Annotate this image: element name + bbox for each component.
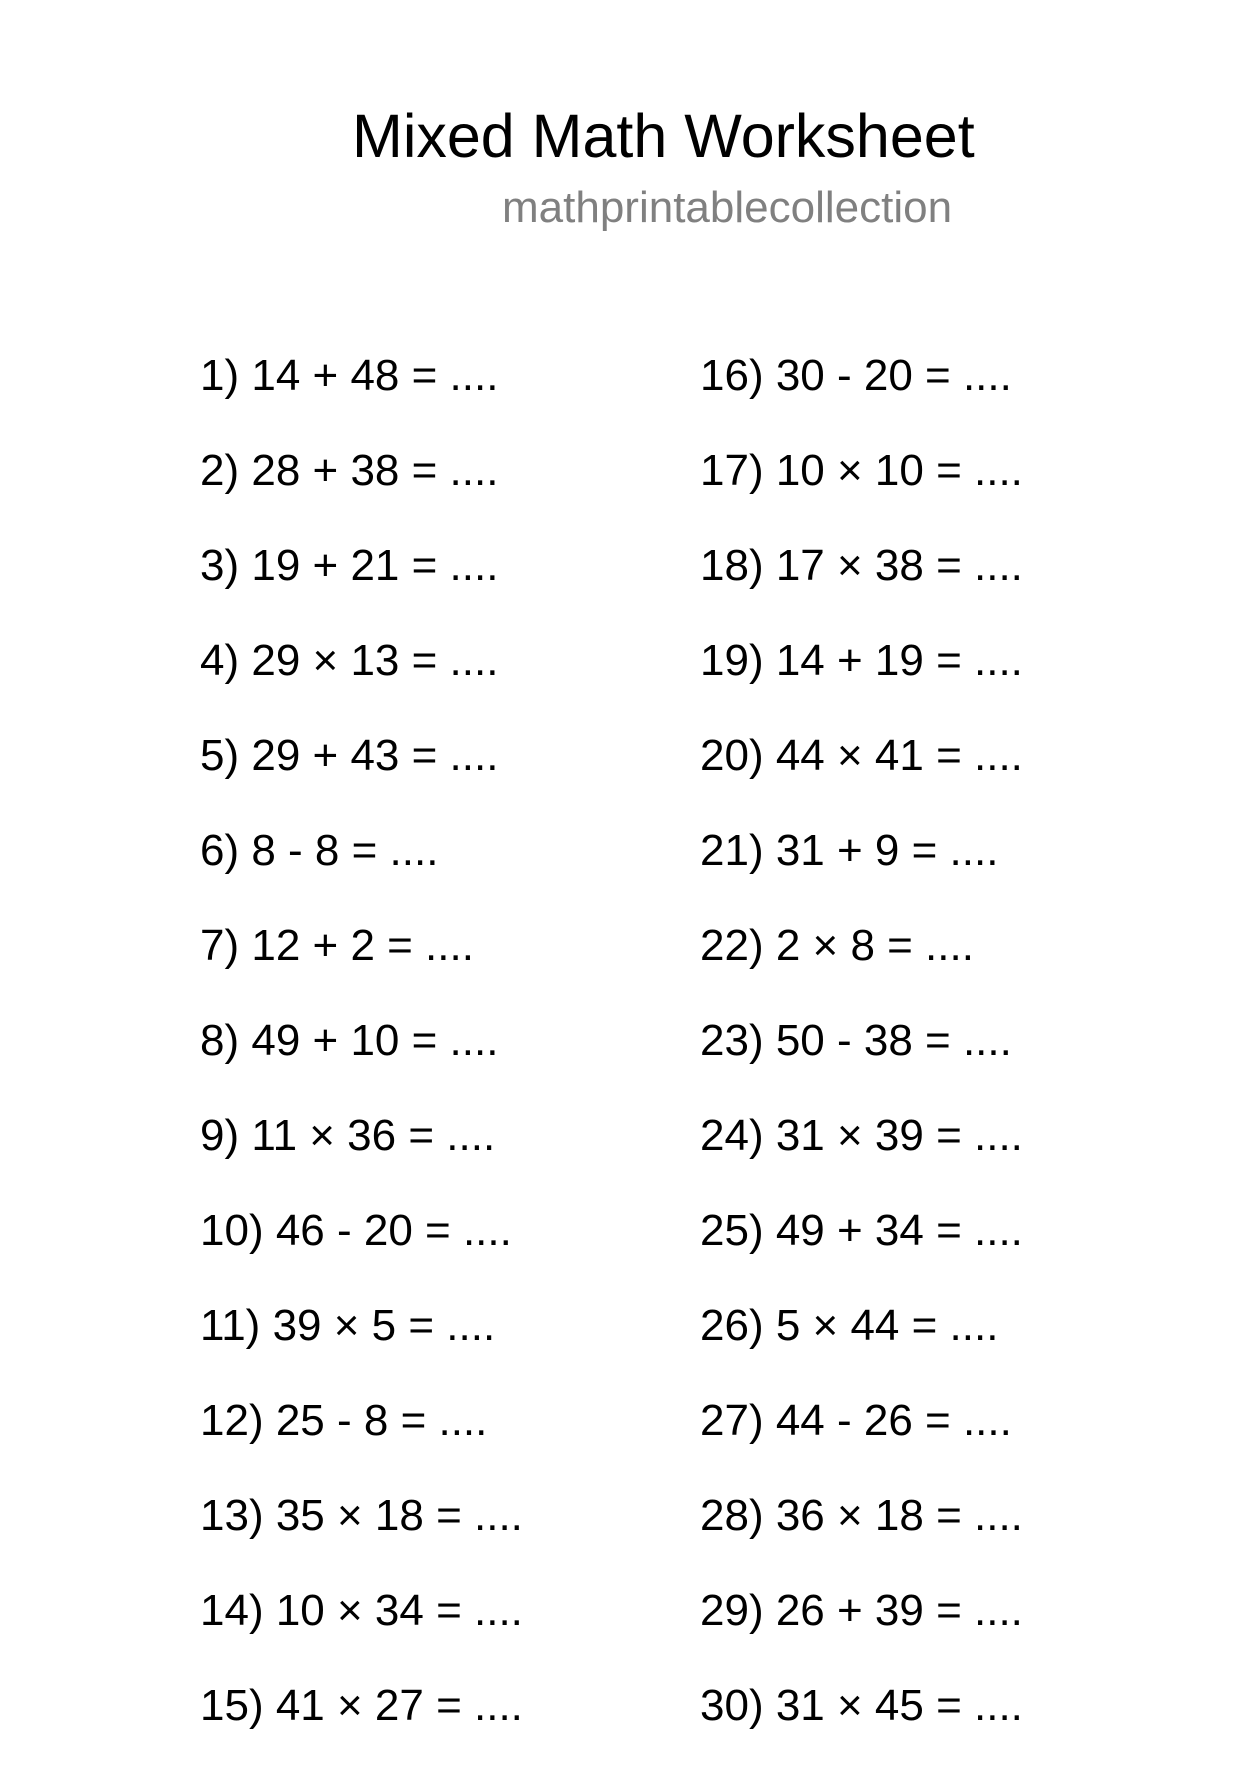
problem-expression: 50 - 38 = .... xyxy=(775,1016,1012,1065)
problem-number: 22) xyxy=(700,921,764,970)
problem-item xyxy=(200,634,523,729)
problem-expression: 30 - 20 = .... xyxy=(775,351,1012,400)
problem-expression: 17 × 38 = .... xyxy=(775,541,1023,590)
problem-column-left xyxy=(200,349,523,1774)
problem-item xyxy=(200,1679,523,1774)
problem-number: 16) xyxy=(700,351,764,400)
problem-number: 13) xyxy=(200,1491,264,1540)
problem-expression: 5 × 44 = .... xyxy=(775,1301,999,1350)
problem-item xyxy=(700,1014,1023,1109)
problem-item xyxy=(700,1489,1023,1584)
problem-expression: 36 × 18 = .... xyxy=(775,1491,1023,1540)
problem-expression: 39 × 5 = .... xyxy=(272,1301,496,1350)
problem-number: 5) xyxy=(200,731,240,780)
problem-item xyxy=(700,1204,1023,1299)
problem-number: 8) xyxy=(200,1016,240,1065)
problem-item xyxy=(700,349,1023,444)
problem-expression: 19 + 21 = .... xyxy=(251,541,499,590)
problem-number: 28) xyxy=(700,1491,764,1540)
problem-item xyxy=(200,444,523,539)
problem-item xyxy=(700,824,1023,919)
problem-number: 4) xyxy=(200,636,240,685)
problem-item xyxy=(700,1109,1023,1204)
problem-expression: 49 + 10 = .... xyxy=(251,1016,499,1065)
problem-number: 18) xyxy=(700,541,764,590)
problem-item xyxy=(700,1679,1023,1774)
problem-expression: 29 + 43 = .... xyxy=(251,731,499,780)
problem-item xyxy=(200,1584,523,1679)
problem-expression: 31 + 9 = .... xyxy=(775,826,999,875)
problem-number: 10) xyxy=(200,1206,264,1255)
problem-item xyxy=(200,1109,523,1204)
problem-item xyxy=(700,539,1023,634)
problem-item xyxy=(700,1584,1023,1679)
problem-number: 7) xyxy=(200,921,240,970)
problem-expression: 2 × 8 = .... xyxy=(775,921,974,970)
problem-item xyxy=(700,1299,1023,1394)
problem-number: 27) xyxy=(700,1396,764,1445)
problem-expression: 12 + 2 = .... xyxy=(251,921,474,970)
problem-item xyxy=(200,539,523,634)
problem-expression: 31 × 45 = .... xyxy=(775,1681,1023,1730)
problem-item xyxy=(700,444,1023,539)
problem-number: 15) xyxy=(200,1681,264,1730)
problem-number: 23) xyxy=(700,1016,764,1065)
problem-number: 2) xyxy=(200,446,240,495)
problem-item xyxy=(700,729,1023,824)
problem-item xyxy=(200,729,523,824)
problem-number: 17) xyxy=(700,446,764,495)
problem-item xyxy=(200,1394,523,1489)
problem-expression: 8 - 8 = .... xyxy=(251,826,439,875)
problem-expression: 28 + 38 = .... xyxy=(251,446,499,495)
problem-expression: 10 × 10 = .... xyxy=(775,446,1023,495)
problem-expression: 49 + 34 = .... xyxy=(775,1206,1023,1255)
problem-number: 3) xyxy=(200,541,240,590)
problem-expression: 29 × 13 = .... xyxy=(251,636,499,685)
problem-expression: 44 - 26 = .... xyxy=(775,1396,1012,1445)
problem-expression: 10 × 34 = .... xyxy=(275,1586,523,1635)
problem-expression: 44 × 41 = .... xyxy=(775,731,1023,780)
problem-number: 21) xyxy=(700,826,764,875)
page-title: Mixed Math Worksheet xyxy=(352,102,975,170)
problem-expression: 14 + 19 = .... xyxy=(775,636,1023,685)
problem-column-right xyxy=(700,349,1023,1774)
problem-number: 26) xyxy=(700,1301,764,1350)
problem-number: 6) xyxy=(200,826,240,875)
problem-item xyxy=(700,919,1023,1014)
problem-expression: 35 × 18 = .... xyxy=(275,1491,523,1540)
problem-number: 29) xyxy=(700,1586,764,1635)
problem-item xyxy=(200,1204,523,1299)
problem-number: 14) xyxy=(200,1586,264,1635)
problem-item xyxy=(700,634,1023,729)
page-subtitle: mathprintablecollection xyxy=(502,183,953,232)
problem-number: 11) xyxy=(200,1301,261,1350)
problem-item xyxy=(200,824,523,919)
problem-number: 9) xyxy=(200,1111,240,1160)
problem-number: 1) xyxy=(200,351,240,400)
problem-item xyxy=(200,1299,523,1394)
problem-item xyxy=(200,349,523,444)
problem-expression: 25 - 8 = .... xyxy=(275,1396,488,1445)
problem-number: 25) xyxy=(700,1206,764,1255)
problem-number: 12) xyxy=(200,1396,264,1445)
problem-item xyxy=(200,919,523,1014)
problem-number: 19) xyxy=(700,636,764,685)
problem-item xyxy=(200,1489,523,1584)
problem-expression: 46 - 20 = .... xyxy=(275,1206,512,1255)
problem-number: 30) xyxy=(700,1681,764,1730)
problem-item xyxy=(200,1014,523,1109)
problem-item xyxy=(700,1394,1023,1489)
problem-expression: 26 + 39 = .... xyxy=(775,1586,1023,1635)
problem-expression: 11 × 36 = .... xyxy=(251,1111,496,1160)
problem-number: 24) xyxy=(700,1111,764,1160)
problem-expression: 14 + 48 = .... xyxy=(251,351,499,400)
problem-expression: 41 × 27 = .... xyxy=(275,1681,523,1730)
problem-expression: 31 × 39 = .... xyxy=(775,1111,1023,1160)
problem-number: 20) xyxy=(700,731,764,780)
